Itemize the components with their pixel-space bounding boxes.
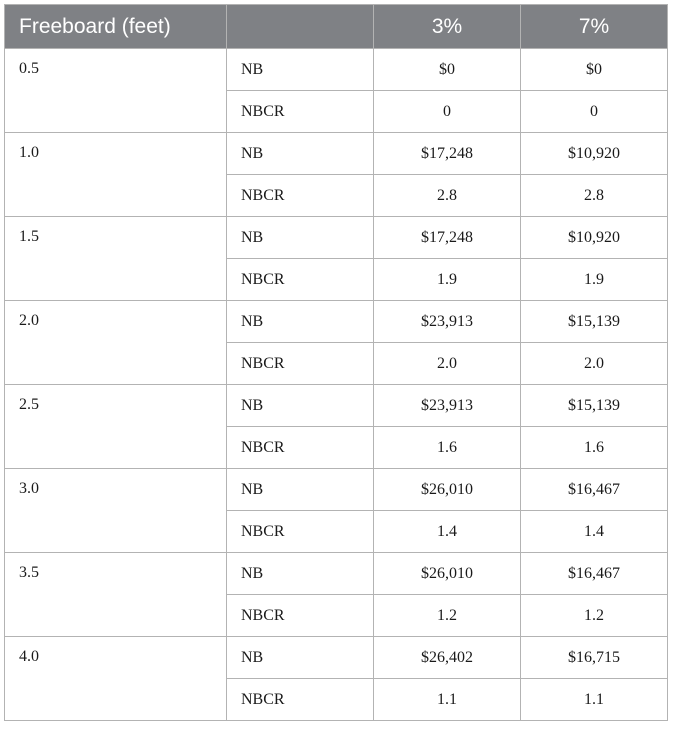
value-7pct-cell: 1.1: [521, 679, 668, 721]
value-3pct-cell: $17,248: [374, 133, 521, 175]
header-rate-3: 3%: [374, 5, 521, 49]
value-7pct-cell: $10,920: [521, 133, 668, 175]
metric-cell: NBCR: [227, 343, 374, 385]
metric-cell: NB: [227, 133, 374, 175]
table-row: [5, 469, 668, 511]
table-row: [5, 553, 668, 595]
freeboard-cell: 4.0: [5, 637, 227, 721]
value-7pct-cell: $16,467: [521, 553, 668, 595]
freeboard-benefits-table: [4, 4, 668, 721]
value-3pct-cell: 1.4: [374, 511, 521, 553]
value-3pct-cell: 1.2: [374, 595, 521, 637]
metric-cell: NBCR: [227, 679, 374, 721]
metric-cell: NBCR: [227, 595, 374, 637]
metric-cell: NB: [227, 301, 374, 343]
value-7pct-cell: $0: [521, 49, 668, 91]
value-3pct-cell: $26,402: [374, 637, 521, 679]
value-3pct-cell: $0: [374, 49, 521, 91]
metric-cell: NB: [227, 385, 374, 427]
table-row: [5, 637, 668, 679]
value-7pct-cell: 0: [521, 91, 668, 133]
freeboard-cell: 3.5: [5, 553, 227, 637]
table-row: [5, 301, 668, 343]
metric-cell: NBCR: [227, 91, 374, 133]
metric-cell: NB: [227, 469, 374, 511]
value-3pct-cell: 2.0: [374, 343, 521, 385]
freeboard-cell: 1.5: [5, 217, 227, 301]
freeboard-cell: 2.5: [5, 385, 227, 469]
value-7pct-cell: $10,920: [521, 217, 668, 259]
header-freeboard: Freeboard (feet): [5, 5, 227, 49]
metric-cell: NBCR: [227, 175, 374, 217]
header-rate-7: 7%: [521, 5, 668, 49]
value-3pct-cell: 0: [374, 91, 521, 133]
metric-cell: NB: [227, 49, 374, 91]
value-3pct-cell: $26,010: [374, 553, 521, 595]
value-3pct-cell: 1.6: [374, 427, 521, 469]
metric-cell: NB: [227, 217, 374, 259]
value-7pct-cell: $15,139: [521, 385, 668, 427]
value-3pct-cell: $17,248: [374, 217, 521, 259]
value-7pct-cell: $15,139: [521, 301, 668, 343]
table-row: [5, 49, 668, 91]
value-7pct-cell: 2.0: [521, 343, 668, 385]
value-7pct-cell: $16,467: [521, 469, 668, 511]
value-7pct-cell: 1.4: [521, 511, 668, 553]
freeboard-cell: 1.0: [5, 133, 227, 217]
value-7pct-cell: 1.2: [521, 595, 668, 637]
value-3pct-cell: $23,913: [374, 385, 521, 427]
table-body: [5, 49, 668, 721]
metric-cell: NBCR: [227, 259, 374, 301]
metric-cell: NB: [227, 553, 374, 595]
value-7pct-cell: 1.6: [521, 427, 668, 469]
value-3pct-cell: $23,913: [374, 301, 521, 343]
table-row: [5, 217, 668, 259]
freeboard-cell: 0.5: [5, 49, 227, 133]
freeboard-cell: 3.0: [5, 469, 227, 553]
freeboard-cell: 2.0: [5, 301, 227, 385]
value-3pct-cell: $26,010: [374, 469, 521, 511]
table-header: [5, 5, 668, 49]
metric-cell: NB: [227, 637, 374, 679]
metric-cell: NBCR: [227, 511, 374, 553]
header-metric: [227, 5, 374, 49]
value-7pct-cell: $16,715: [521, 637, 668, 679]
table-row: [5, 385, 668, 427]
value-7pct-cell: 2.8: [521, 175, 668, 217]
metric-cell: NBCR: [227, 427, 374, 469]
value-3pct-cell: 1.9: [374, 259, 521, 301]
value-3pct-cell: 1.1: [374, 679, 521, 721]
header-row: [5, 5, 668, 49]
value-7pct-cell: 1.9: [521, 259, 668, 301]
table-row: [5, 133, 668, 175]
value-3pct-cell: 2.8: [374, 175, 521, 217]
